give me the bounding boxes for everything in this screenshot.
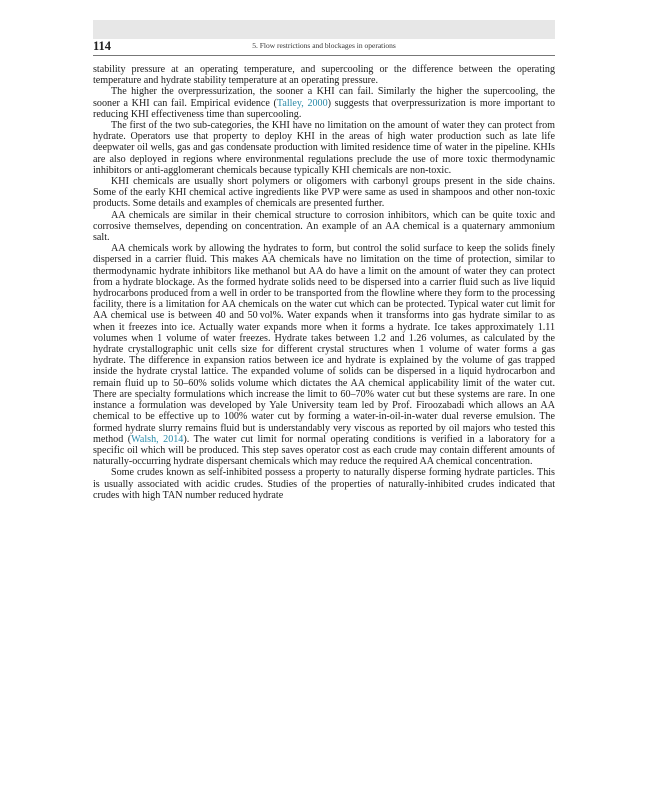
paragraph-6-text-after: ). The water cut limit for normal operating conditions is verified in a laboratory for a specific oil which will be produced. This step saves operator cost as each crude may contain different amounts of naturally-occurring hydrate dispersant chemicals which may reduce the required AA chemical concentration. [93, 433, 555, 468]
header-rule [93, 55, 555, 56]
paragraph-4-text: KHI chemicals are usually short polymers or oligomers with carbonyl groups present in the side chains. Some of the early KHI chemical active ingredients like PVP were same as used in shampoos and other non-toxic products. Some details and examples of chemicals are presented further. [93, 176, 555, 210]
running-head [93, 38, 555, 54]
paragraph-1 [93, 64, 555, 86]
citation-walsh-2014[interactable]: Walsh, 2014 [131, 433, 184, 445]
paragraph-3 [93, 120, 555, 176]
paragraph-5-text: AA chemicals are similar in their chemical structure to corrosion inhibitors, which can be quite toxic and corrosive themselves, depending on concentration. An example of an AA chemical is a quaternary ammonium salt. [93, 209, 555, 244]
paragraph-6 [93, 243, 555, 467]
paragraph-5 [93, 210, 555, 244]
header-bar [93, 20, 555, 39]
paragraph-3-text: The first of the two sub-categories, the KHI have no limitation on the amount of water they can protect from hydrate. Operators use that property to deploy KHI in the areas of high water production such as late life deepwater oil wells, gas and gas condensate production with limited residence time of water in the pipeline. KHIs are also deployed in regions where environmental regulations preclude the use of more toxic thermodynamic inhibitors or anti-agglomerant chemicals because typically KHI chemicals are non-toxic. [93, 120, 555, 176]
paragraph-2-text-before: The higher the overpressurization, the sooner a KHI can fail. Similarly the higher the supercooling, the sooner a KHI can fail. Empirical evidence ( [93, 86, 555, 109]
page-number: 114 [93, 39, 112, 53]
chapter-title: 5. Flow restrictions and blockages in operations [252, 41, 396, 50]
paragraph-4 [93, 176, 555, 210]
body-text [93, 64, 555, 501]
paragraph-1-text: stability pressure at an operating temperature, and supercooling or the difference between the operating temperature and hydrate stability temperature at an operating pressure. [93, 64, 555, 87]
paragraph-7 [93, 467, 555, 501]
paragraph-7-text: Some crudes known as self-inhibited possess a property to naturally disperse forming hydrate particles. This is usually associated with acidic crudes. Studies of the properties of naturally-inhibited crudes indicated that crudes with high TAN number reduced hydrate [93, 467, 555, 501]
paragraph-2-text-after: ) suggests that overpressurization is more important to reducing KHI effectiveness time than supercooling. [93, 97, 556, 120]
paragraph-6-text-before: AA chemicals work by allowing the hydrates to form, but control the solid surface to keep the solids finely dispersed in a carrier fluid. This makes AA chemicals have no limitation on the time of protection, similar to thermodynamic hydrate inhibitors like methanol but AA do have a limit on the amount of water they can protect from a hydrate blockage. As the formed hydrate solids need to be dispersed into a carrier fluid such as live liquid hydrocarbons produced from a well in order to be transported from the flowline where they form to the processing facility, there is a limitation for AA chemicals on the water cut which can be protected. Typical water cut limit for AA chemical use is between 40 and 50 vol%. Water expands when it transforms into gas hydrate similar to as when it freezes into ice. Actually water expands more when it forms a hydrate. Ice takes approximately 1.11 volumes when 1 volume of water freezes. Hydrate takes between 1.2 and 1.26 volumes, as calculated by the hydrate crystallographic unit cells size for different crystal structures when 1 volume of water forms a gas hydrate. The difference in expansion ratios between ice and hydrate is explained by the volume of gas trapped inside the hydrate crystal lattice. The expanded volume of solids can be dispersed in a liquid hydrocarbon and remain fluid up to 50–60% solids volume which dictates the AA chemical applicability limit of the water cut. There are specialty formulations which increase the limit to 60–70% water cut but these systems are rare. In one instance a formulation was developed by Yale University team led by Prof. Firoozabadi which allows an AA chemical to be effective up to 100% water cut by forming a water-in-oil-in-water dual reverse emulsion. The formed hydrate slurry remains fluid but is understandably very viscous as reported by oil majors who tested this method ( [93, 243, 555, 445]
paragraph-2 [93, 86, 555, 120]
citation-talley-2000[interactable]: Talley, 2000 [276, 97, 328, 109]
